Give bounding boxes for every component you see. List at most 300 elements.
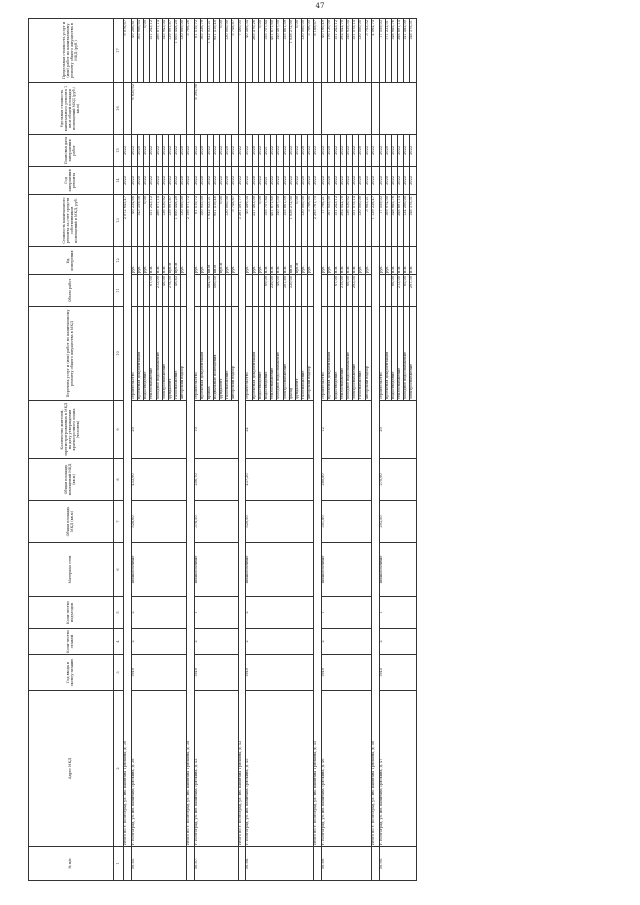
specific-cost xyxy=(322,83,372,135)
total-limit: 7 460,05 xyxy=(238,19,246,83)
work-limit: 151 243,12 xyxy=(150,19,156,83)
work-date: 2022 xyxy=(213,135,219,167)
total-date: 2022 xyxy=(371,135,379,167)
table-header xyxy=(29,19,124,881)
work-cost: 392 542,70 xyxy=(340,195,346,247)
work-volume: 46,00 xyxy=(162,275,168,307)
total-area: 378,50 xyxy=(195,501,238,543)
work-year: 2022 xyxy=(277,167,283,195)
wall-material: шлакоблочные xyxy=(195,543,238,597)
wall-material: шлакоблочные xyxy=(246,543,314,597)
work-name: проектная документация xyxy=(252,307,258,401)
work-limit: 3 786,05 xyxy=(308,19,314,83)
work-unit: п.м. xyxy=(410,247,416,275)
work-date: 2022 xyxy=(258,135,264,167)
work-volume: 213,00 xyxy=(156,275,162,307)
column-header: Количество жителей, зарегистри-рованных в МКД на дату утверждения краткосрочного плана (человек) xyxy=(29,401,114,459)
entrances-count: 2 xyxy=(131,597,187,629)
work-limit: 148 375,31 xyxy=(410,19,416,83)
work-date: 2022 xyxy=(150,135,156,167)
building-address: г. Волгоград, ул. им. капитана Тряскина, д. 46 xyxy=(322,691,372,847)
residents-count: 10 xyxy=(195,401,238,459)
work-cost: 3 983,21 xyxy=(365,195,371,247)
work-name: проектная документация xyxy=(137,307,143,401)
work-year: 2020 xyxy=(181,167,187,195)
work-limit: 151 575,14 xyxy=(353,19,359,83)
work-limit: 386 871,14 xyxy=(156,19,162,83)
work-unit: руб. xyxy=(232,247,238,275)
work-unit: руб. xyxy=(137,247,143,275)
work-cost: 155 861,59 xyxy=(283,195,289,247)
work-unit: п.м. xyxy=(340,247,346,275)
work-limit: 40 489,34 xyxy=(246,19,252,83)
column-header: Коли-чество этажей xyxy=(29,629,114,655)
work-name: водоотведение xyxy=(334,307,340,401)
work-unit: руб. xyxy=(302,247,308,275)
column-number: 7 xyxy=(114,501,124,543)
work-volume: 66,00 xyxy=(391,275,397,307)
work-date: 2022 xyxy=(246,135,252,167)
work-cost: 155 757,84 xyxy=(264,195,270,247)
total-label: Итого по г. Волгоград, ул. им. капитана Тряскина, д. 42 xyxy=(238,247,246,847)
specific-cost xyxy=(246,83,314,135)
year-built: 1949 xyxy=(322,655,372,691)
work-limit: 3 753,32 xyxy=(365,19,371,83)
work-name: проектная документация xyxy=(201,307,207,401)
work-limit: 401 871,60 xyxy=(271,19,277,83)
residents-count: 24 xyxy=(246,401,314,459)
rooms-area: 437,20 xyxy=(246,459,314,501)
column-number: 3 xyxy=(114,655,124,691)
total-specific xyxy=(371,83,379,135)
column-header: Адрес МКД xyxy=(29,691,114,847)
work-name: холодное водоснабжение xyxy=(404,307,410,401)
work-name: газоснабжение xyxy=(302,307,308,401)
total-date: 2022 xyxy=(238,135,246,167)
work-limit: 5 748,87 xyxy=(232,19,238,83)
work-year: 2022 xyxy=(398,167,404,195)
work-unit: руб. xyxy=(328,247,334,275)
column-number: 14 xyxy=(114,167,124,195)
work-cost: 150 955,00 xyxy=(201,195,207,247)
total-specific xyxy=(238,83,246,135)
work-volume: 65,00 xyxy=(404,275,410,307)
column-header: Материал стен xyxy=(29,543,114,597)
column-number: 5 xyxy=(114,597,124,629)
work-date: 2020 xyxy=(252,135,258,167)
floors-count: 2 xyxy=(246,629,314,655)
work-cost: 0,00 xyxy=(295,195,301,247)
total-row xyxy=(371,19,379,881)
work-cost: 151 575,14 xyxy=(353,195,359,247)
work-year: 2022 xyxy=(334,167,340,195)
work-name: строительство xyxy=(131,307,137,401)
work-limit: 40 160,49 xyxy=(322,19,328,83)
work-unit: руб. xyxy=(379,247,385,275)
work-limit: 165 986,64 xyxy=(137,19,143,83)
total-area: 301,80 xyxy=(322,501,372,543)
work-unit: руб. xyxy=(258,247,264,275)
work-date: 2022 xyxy=(232,135,238,167)
column-header: Удельная стоимость капитального ремонта 1 кв.м общей площади помещений МКД (руб./кв.м) xyxy=(29,83,114,135)
work-volume: 46,83 xyxy=(175,275,181,307)
work-limit: 140 467,50 xyxy=(277,19,283,83)
work-unit: куб.м xyxy=(220,247,226,275)
column-header: Общая площадь помещений МКД (кв.м) xyxy=(29,459,114,501)
work-volume: 278,50 xyxy=(168,275,174,307)
work-date: 2022 xyxy=(207,135,213,167)
floors-count: 2 xyxy=(131,629,187,655)
work-cost: 169 974,00 xyxy=(385,195,391,247)
wall-material: шлакоблочные xyxy=(131,543,187,597)
work-date: 2020 xyxy=(328,135,334,167)
column-header: № п/п xyxy=(29,847,114,881)
work-cost: 388 891,14 xyxy=(398,195,404,247)
column-header: Коли-чество подъездов xyxy=(29,597,114,629)
work-date: 2022 xyxy=(295,135,301,167)
total-area: 293,50 xyxy=(379,501,416,543)
work-cost: 143 359,56 xyxy=(137,195,143,247)
work-year: 2020 xyxy=(137,167,143,195)
column-header: Ед. измерения xyxy=(29,247,114,275)
rooms-area: 433,90 xyxy=(131,459,187,501)
work-name: водоотведение xyxy=(264,307,270,401)
work-name: водоотведение xyxy=(391,307,397,401)
work-year: 2022 xyxy=(404,167,410,195)
work-date: 2022 xyxy=(277,135,283,167)
total-empty xyxy=(371,847,379,881)
work-year: 2022 xyxy=(213,167,219,195)
work-unit: кв.м xyxy=(207,247,213,275)
work-unit: п.м. xyxy=(150,247,156,275)
work-limit: 139 991,87 xyxy=(168,19,174,83)
work-cost: 61 510,72 xyxy=(195,195,201,247)
column-number: 16 xyxy=(114,83,124,135)
total-label: Итого по г. Волгоград, ул. им. капитана Тряскина, д. 45 xyxy=(314,247,322,847)
work-cost: 130 000,00 xyxy=(226,195,232,247)
rooms-area: 270,90 xyxy=(379,459,416,501)
year-built: 1949 xyxy=(195,655,238,691)
work-name: газоснабжение xyxy=(359,307,365,401)
work-date: 2022 xyxy=(195,135,201,167)
column-number: 12 xyxy=(114,247,124,275)
work-name: электроснабжение xyxy=(283,307,289,401)
work-unit: куб.м xyxy=(175,247,181,275)
work-date: 2022 xyxy=(220,135,226,167)
capital-repair-table xyxy=(28,18,417,881)
work-limit: 1 922 023,21 xyxy=(207,19,213,83)
row-number: 56.85. xyxy=(131,847,187,881)
work-unit: руб. xyxy=(246,247,252,275)
work-year: 2022 xyxy=(322,167,328,195)
work-cost: 139 991,87 xyxy=(168,195,174,247)
work-volume: 67,00 xyxy=(150,275,156,307)
floors-count: 2 xyxy=(195,629,238,655)
work-year: 2022 xyxy=(162,167,168,195)
work-cost: 5 748,87 xyxy=(232,195,238,247)
work-name: теплоснабжение xyxy=(150,307,156,401)
total-label: Итого по г. Волгоград, ул. им. капитана Тряскина, д. 38 xyxy=(187,247,195,847)
row-number: 56.89. xyxy=(322,847,372,881)
work-cost: 1 922 023,21 xyxy=(207,195,213,247)
work-year: 2020 xyxy=(359,167,365,195)
work-year: 2022 xyxy=(340,167,346,195)
work-limit: 0,00 xyxy=(258,19,264,83)
total-area: 520,50 xyxy=(246,501,314,543)
work-date: 2022 xyxy=(131,135,137,167)
total-area: 528,60 xyxy=(131,501,187,543)
total-date: 2022 xyxy=(314,135,322,167)
work-date: 2022 xyxy=(168,135,174,167)
work-limit: 130 000,00 xyxy=(181,19,187,83)
work-cost: 3 786,05 xyxy=(308,195,314,247)
residents-count: 20 xyxy=(131,401,187,459)
total-year: 2022 xyxy=(238,167,246,195)
work-year: 2022 xyxy=(258,167,264,195)
work-cost: 17 559,03 xyxy=(379,195,385,247)
work-limit: 388 891,14 xyxy=(398,19,404,83)
work-unit: п.м. xyxy=(264,247,270,275)
work-date: 2022 xyxy=(353,135,359,167)
column-number: 4 xyxy=(114,629,124,655)
work-name: строительство xyxy=(246,307,252,401)
work-limit: 392 542,70 xyxy=(340,19,346,83)
work-name: холодное водоснабжение xyxy=(156,307,162,401)
work-date: 2020 xyxy=(359,135,365,167)
work-name: крыша xyxy=(207,307,213,401)
work-name: газоснабжение xyxy=(175,307,181,401)
work-year: 2022 xyxy=(295,167,301,195)
entrances-count: 1 xyxy=(195,597,238,629)
work-unit: п.м. xyxy=(277,247,283,275)
total-specific xyxy=(314,83,322,135)
work-name: авторский надзор xyxy=(365,307,371,401)
floors-count: 2 xyxy=(322,629,372,655)
work-unit: руб. xyxy=(365,247,371,275)
work-name: холодное водоснабжение xyxy=(347,307,353,401)
work-cost: 40 489,34 xyxy=(246,195,252,247)
work-year: 2022 xyxy=(207,167,213,195)
work-name: строительство xyxy=(379,307,385,401)
residents-count: 12 xyxy=(322,401,372,459)
work-date: 2022 xyxy=(410,135,416,167)
total-date: 2022 xyxy=(187,135,195,167)
work-volume: 69,00 xyxy=(264,275,270,307)
work-date: 2020 xyxy=(226,135,232,167)
total-year: 2022 xyxy=(124,167,132,195)
work-cost: 130 000,00 xyxy=(181,195,187,247)
work-cost: 227 463,00 xyxy=(252,195,258,247)
work-name: авторский надзор xyxy=(232,307,238,401)
work-date: 2022 xyxy=(398,135,404,167)
work-volume: 48,00 xyxy=(277,275,283,307)
work-limit: 265 470,26 xyxy=(252,19,258,83)
work-unit: руб. xyxy=(308,247,314,275)
work-cost: 0,00 xyxy=(220,195,226,247)
specific-cost: 8 395,98 xyxy=(195,83,238,135)
column-number: 2 xyxy=(114,691,124,847)
work-name: теплоснабжение xyxy=(340,307,346,401)
work-date: 2022 xyxy=(379,135,385,167)
work-name: фундамент xyxy=(168,307,174,401)
total-cost: 1 139 228,47 xyxy=(371,195,379,247)
work-cost: 0,00 xyxy=(144,195,150,247)
work-limit: 1 038 272,00 xyxy=(289,19,295,83)
column-header: Год ввода в эксплу-атацию xyxy=(29,655,114,691)
work-limit: 951 410,46 xyxy=(213,19,219,83)
work-limit: 151 243,12 xyxy=(334,19,340,83)
work-name: авторский надзор xyxy=(308,307,314,401)
column-header: Предельная стоимость услуг и (или) работ по капитальному ремонту общего имущества в МКД (руб.) xyxy=(29,19,114,83)
year-built: 1949 xyxy=(246,655,314,691)
row-number: 56.88. xyxy=(246,847,314,881)
total-limit: 4 064,74 xyxy=(371,19,379,83)
work-unit: куб.м xyxy=(168,247,174,275)
wall-material: шлакоблочные xyxy=(379,543,416,597)
building-address: г. Волгоград, ул. им. капитана Тряскина, д. 42 xyxy=(195,691,238,847)
work-unit: куб.м xyxy=(295,247,301,275)
total-cost: 2 293 761,75 xyxy=(314,195,322,247)
work-unit: п.м. xyxy=(283,247,289,275)
work-cost: 40 234,66 xyxy=(131,195,137,247)
work-limit: 145 943,04 xyxy=(162,19,168,83)
table-body xyxy=(124,19,417,881)
work-cost: 151 243,12 xyxy=(150,195,156,247)
work-name: фундамент xyxy=(295,307,301,401)
total-year: 2022 xyxy=(371,167,379,195)
work-year: 2022 xyxy=(353,167,359,195)
work-limit: 130 000,00 xyxy=(302,19,308,83)
work-volume: 220,00 xyxy=(271,275,277,307)
work-cost: 0,00 xyxy=(258,195,264,247)
page-number: 47 xyxy=(315,2,325,10)
specific-cost xyxy=(379,83,416,135)
column-header: Перечень услуг и (или) работ по капитальному ремонту общего имущества в МКД xyxy=(29,307,114,401)
work-cost: 386 871,14 xyxy=(156,195,162,247)
work-year: 2022 xyxy=(131,167,137,195)
work-name: подвальные помещения xyxy=(213,307,219,401)
work-cost: 130 000,00 xyxy=(359,195,365,247)
entrances-count: 1 xyxy=(379,597,416,629)
total-cost: 2 072 645,47 xyxy=(124,195,132,247)
work-date: 2020 xyxy=(201,135,207,167)
work-volume: 66,00 xyxy=(347,275,353,307)
work-unit: руб. xyxy=(144,247,150,275)
work-year: 2020 xyxy=(328,167,334,195)
entrances-count: 1 xyxy=(322,597,372,629)
column-number: 9 xyxy=(114,401,124,459)
work-name: теплоснабжение xyxy=(398,307,404,401)
work-unit: руб. xyxy=(252,247,258,275)
work-volume: 484,00 xyxy=(207,275,213,307)
work-cost: 140 467,50 xyxy=(277,195,283,247)
work-name: проектная документация xyxy=(328,307,334,401)
work-unit: п.м. xyxy=(391,247,397,275)
column-number: 15 xyxy=(114,135,124,167)
work-unit: руб. xyxy=(131,247,137,275)
work-year: 2020 xyxy=(226,167,232,195)
work-limit: 155 757,84 xyxy=(264,19,270,83)
work-name: водоотведение xyxy=(258,307,264,401)
work-cost: 1 038 272,00 xyxy=(289,195,295,247)
work-date: 2020 xyxy=(181,135,187,167)
work-year: 2020 xyxy=(385,167,391,195)
residents-count: 20 xyxy=(379,401,416,459)
work-unit: руб. xyxy=(226,247,232,275)
work-date: 2020 xyxy=(302,135,308,167)
wall-material: шлакоблочные xyxy=(322,543,372,597)
total-limit: 3 766,26 xyxy=(187,19,195,83)
work-year: 2022 xyxy=(391,167,397,195)
year-built: 1940 xyxy=(379,655,416,691)
work-date: 2020 xyxy=(385,135,391,167)
work-unit: руб. xyxy=(322,247,328,275)
work-year: 2022 xyxy=(283,167,289,195)
work-limit: 148 985,76 xyxy=(391,19,397,83)
work-year: 2022 xyxy=(168,167,174,195)
total-label: Итого по г. Волгоград, ул. им. капитана Тряскина, д. 46 xyxy=(371,247,379,847)
work-cost: 17 798,21 xyxy=(322,195,328,247)
work-unit: кв.м xyxy=(289,247,295,275)
work-volume: 297,30 xyxy=(410,275,416,307)
column-header: Год завершения ремонта xyxy=(29,167,114,195)
work-date: 2022 xyxy=(308,135,314,167)
work-cost: 130 000,00 xyxy=(302,195,308,247)
work-year: 2022 xyxy=(150,167,156,195)
work-year: 2021 xyxy=(264,167,270,195)
work-year: 2022 xyxy=(144,167,150,195)
work-date: 2022 xyxy=(156,135,162,167)
rotated-table-page xyxy=(28,19,622,881)
work-cost: 167 055,00 xyxy=(328,195,334,247)
building-address: г. Волгоград, ул. им. капитана Тряскина, д. 38 xyxy=(131,691,187,847)
work-date: 2020 xyxy=(137,135,143,167)
work-cost: 151 243,12 xyxy=(334,195,340,247)
work-unit: п.м. xyxy=(347,247,353,275)
column-header: Объем работ xyxy=(29,275,114,307)
building-address: г. Волгоград, ул. им. капитана Тряскина, д. 45 xyxy=(246,691,314,847)
work-limit: 61 510,72 xyxy=(195,19,201,83)
work-year: 2022 xyxy=(308,167,314,195)
work-date: 2022 xyxy=(289,135,295,167)
work-name: водоотведение xyxy=(144,307,150,401)
work-unit: п.м. xyxy=(404,247,410,275)
work-date: 2022 xyxy=(391,135,397,167)
work-unit: п.м. xyxy=(162,247,168,275)
work-year: 2022 xyxy=(410,167,416,195)
work-limit: 165 326,79 xyxy=(201,19,207,83)
work-year: 2022 xyxy=(246,167,252,195)
total-date: 2022 xyxy=(124,135,132,167)
row-number: 56.87. xyxy=(195,847,238,881)
work-unit: руб. xyxy=(195,247,201,275)
work-year: 2022 xyxy=(289,167,295,195)
work-volume: 330,00 xyxy=(289,275,295,307)
work-cost: 136 530,92 xyxy=(162,195,168,247)
work-cost: 1 000 448,20 xyxy=(175,195,181,247)
work-date: 2022 xyxy=(144,135,150,167)
floors-count: 2 xyxy=(379,629,416,655)
work-year: 2022 xyxy=(156,167,162,195)
work-year: 2022 xyxy=(347,167,353,195)
total-limit: 9 076,67 xyxy=(124,19,132,83)
work-limit: 148 935,34 xyxy=(347,19,353,83)
total-cost: 3 261 491,77 xyxy=(238,195,246,247)
work-volume: 301,80 xyxy=(283,275,289,307)
work-year: 2022 xyxy=(220,167,226,195)
column-number: 10 xyxy=(114,307,124,401)
work-limit: 141 482,00 xyxy=(404,19,410,83)
